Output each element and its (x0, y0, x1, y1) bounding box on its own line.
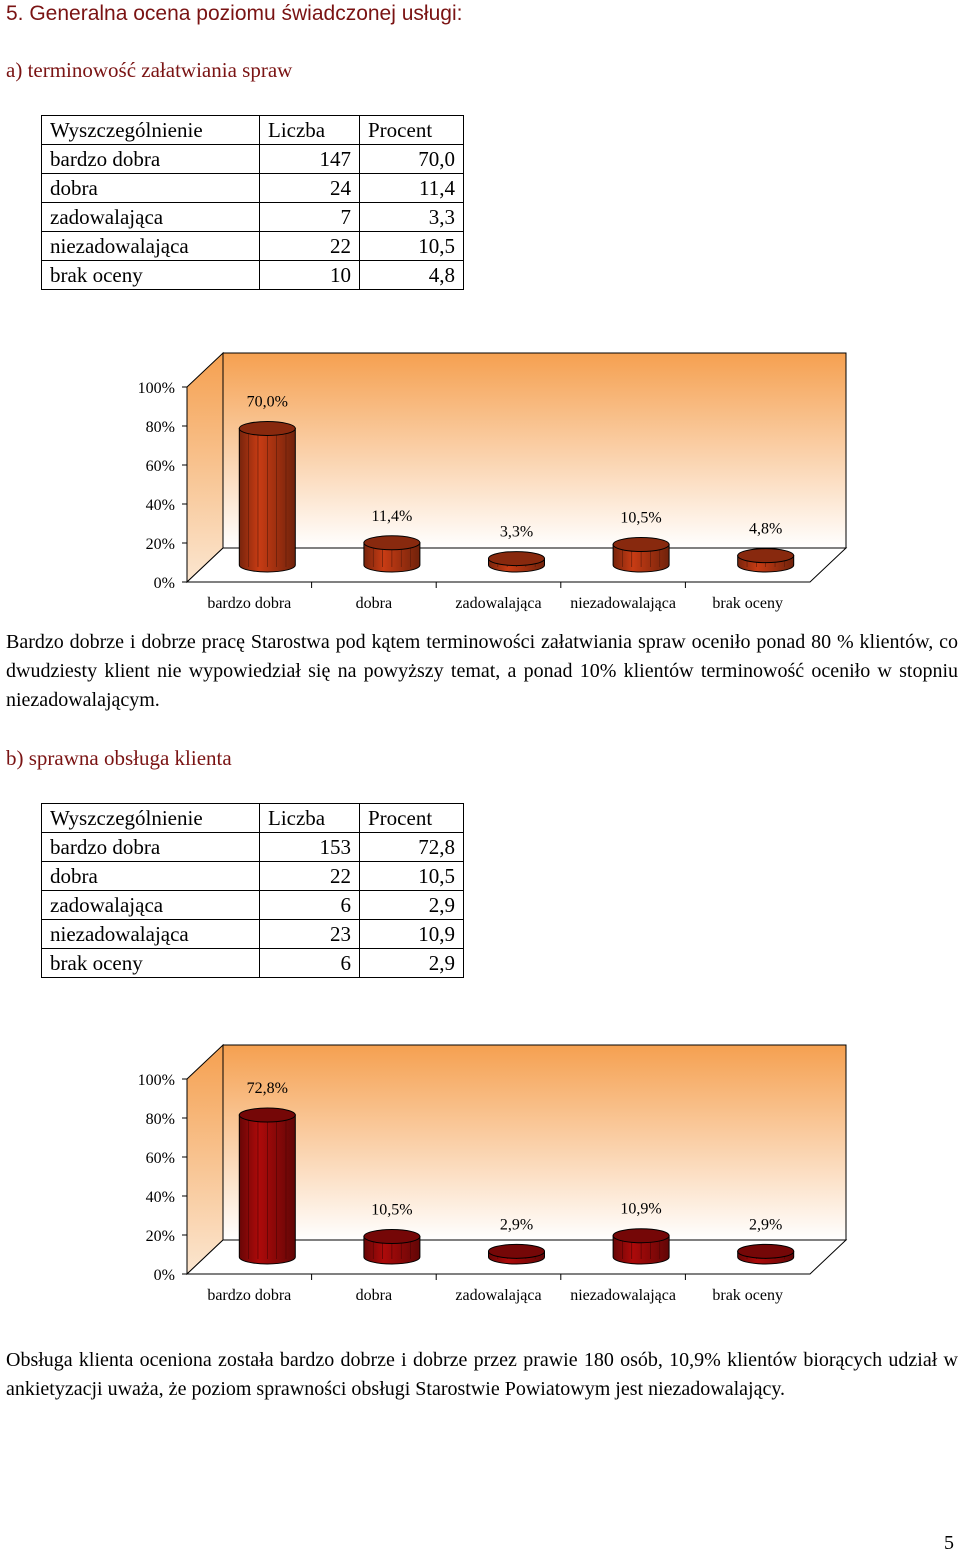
row-label: dobra (42, 862, 260, 891)
column-header: Liczba (260, 116, 360, 145)
bar (738, 549, 794, 572)
column-header: Procent (360, 804, 464, 833)
x-tick-label: niezadowalająca (570, 595, 676, 612)
bar-top (613, 538, 669, 552)
column-header: Wyszczególnienie (42, 804, 260, 833)
row-count: 24 (260, 174, 360, 203)
table-header-row (42, 804, 464, 833)
y-tick-label: 100% (137, 1072, 175, 1089)
x-tick-label: dobra (355, 595, 393, 612)
row-label: brak oceny (42, 261, 260, 290)
y-tick-label: 80% (145, 419, 175, 436)
bar (239, 422, 295, 573)
y-tick-label: 20% (145, 536, 175, 553)
bar (613, 538, 669, 572)
bar-top (738, 1244, 794, 1258)
chart-a (0, 340, 960, 620)
data-label: 3,3% (499, 523, 534, 541)
row-percent: 10,9 (360, 920, 464, 949)
x-tick-label: niezadowalająca (570, 1287, 676, 1304)
table-row (42, 833, 464, 862)
bar (364, 536, 420, 572)
page-number: 5 (944, 1532, 954, 1554)
x-tick-label: dobra (355, 1287, 393, 1304)
row-label: zadowalająca (42, 203, 260, 232)
table-row (42, 145, 464, 174)
y-tick-label: 0% (153, 575, 175, 592)
table-row (42, 862, 464, 891)
row-label: niezadowalająca (42, 920, 260, 949)
row-label: zadowalająca (42, 891, 260, 920)
chart-b (0, 1032, 960, 1312)
bar-top (239, 1108, 295, 1122)
bar (239, 1108, 295, 1264)
column-header: Liczba (260, 804, 360, 833)
bar-top (613, 1229, 669, 1243)
bar-top (364, 1230, 420, 1244)
data-label: 2,9% (749, 1216, 783, 1234)
y-tick-label: 80% (145, 1111, 175, 1128)
bar-top (489, 552, 545, 566)
row-count: 6 (260, 891, 360, 920)
bar (489, 552, 545, 572)
section-a-paragraph: Bardzo dobrze i dobrze pracę Starostwa pod kątem terminowości załatwiania spraw oceniło ponad 80 % klientów, co dwudziesty klient nie wypowiedział się na powyższy temat, a ponad 10% klientów terminowość oceniło w stopniu niezadowalającym. (6, 631, 958, 711)
y-tick-label: 40% (145, 497, 175, 514)
table-row (42, 261, 464, 290)
y-tick-label: 60% (145, 458, 175, 475)
row-label: niezadowalająca (42, 232, 260, 261)
data-label: 4,8% (749, 520, 783, 538)
bar (489, 1244, 545, 1264)
data-label: 10,5% (371, 1201, 413, 1219)
back-wall (223, 353, 846, 548)
row-percent: 10,5 (360, 862, 464, 891)
row-count: 22 (260, 862, 360, 891)
data-label: 72,8% (246, 1080, 288, 1098)
table-header-row (42, 116, 464, 145)
data-label: 10,5% (620, 509, 662, 527)
row-percent: 70,0 (360, 145, 464, 174)
row-count: 22 (260, 232, 360, 261)
row-percent: 4,8 (360, 261, 464, 290)
section-b-paragraph: Obsługa klienta oceniona została bardzo dobrze i dobrze przez prawie 180 osób, 10,9% klientów biorących udział w ankietyzacji uważa, że poziom sprawności obsługi Starostwie Powiatowym jest niezadowalający. (6, 1349, 958, 1400)
row-label: brak oceny (42, 949, 260, 978)
column-header: Procent (360, 116, 464, 145)
y-tick-label: 20% (145, 1228, 175, 1245)
x-tick-label: bardzo dobra (207, 1287, 292, 1304)
row-percent: 2,9 (360, 949, 464, 978)
row-label: dobra (42, 174, 260, 203)
section-heading: 5. Generalna ocena poziomu świadczonej usługi: (6, 2, 463, 25)
table-row (42, 949, 464, 978)
back-wall (223, 1045, 846, 1240)
bar (364, 1230, 420, 1264)
bar (738, 1244, 794, 1264)
row-count: 10 (260, 261, 360, 290)
row-count: 147 (260, 145, 360, 174)
row-label: bardzo dobra (42, 145, 260, 174)
bar (613, 1229, 669, 1264)
bar-top (364, 536, 420, 550)
table-row (42, 232, 464, 261)
row-percent: 11,4 (360, 174, 464, 203)
y-tick-label: 0% (153, 1267, 175, 1284)
row-label: bardzo dobra (42, 833, 260, 862)
bar-top (489, 1244, 545, 1258)
bar-top (738, 549, 794, 563)
table-row (42, 891, 464, 920)
bar-top (239, 422, 295, 436)
row-percent: 72,8 (360, 833, 464, 862)
data-label: 10,9% (620, 1200, 662, 1218)
y-tick-label: 100% (137, 380, 175, 397)
table-row (42, 203, 464, 232)
row-percent: 3,3 (360, 203, 464, 232)
section-a-title: a) terminowość załatwiania spraw (6, 58, 293, 82)
x-tick-label: bardzo dobra (207, 595, 292, 612)
column-header: Wyszczególnienie (42, 116, 260, 145)
table-b (41, 803, 464, 978)
y-tick-label: 40% (145, 1189, 175, 1206)
row-count: 23 (260, 920, 360, 949)
x-tick-label: zadowalająca (455, 595, 542, 612)
table-row (42, 920, 464, 949)
row-count: 7 (260, 203, 360, 232)
x-tick-label: brak oceny (712, 595, 784, 612)
side-wall (187, 353, 223, 582)
x-tick-label: brak oceny (712, 1287, 784, 1304)
table-row (42, 174, 464, 203)
row-percent: 10,5 (360, 232, 464, 261)
row-count: 6 (260, 949, 360, 978)
y-tick-label: 60% (145, 1150, 175, 1167)
side-wall (187, 1045, 223, 1274)
data-label: 70,0% (246, 393, 288, 411)
data-label: 2,9% (499, 1216, 534, 1234)
row-count: 153 (260, 833, 360, 862)
data-label: 11,4% (371, 507, 413, 525)
table-a (41, 115, 464, 290)
section-b-title: b) sprawna obsługa klienta (6, 746, 232, 770)
x-tick-label: zadowalająca (455, 1287, 542, 1304)
row-percent: 2,9 (360, 891, 464, 920)
